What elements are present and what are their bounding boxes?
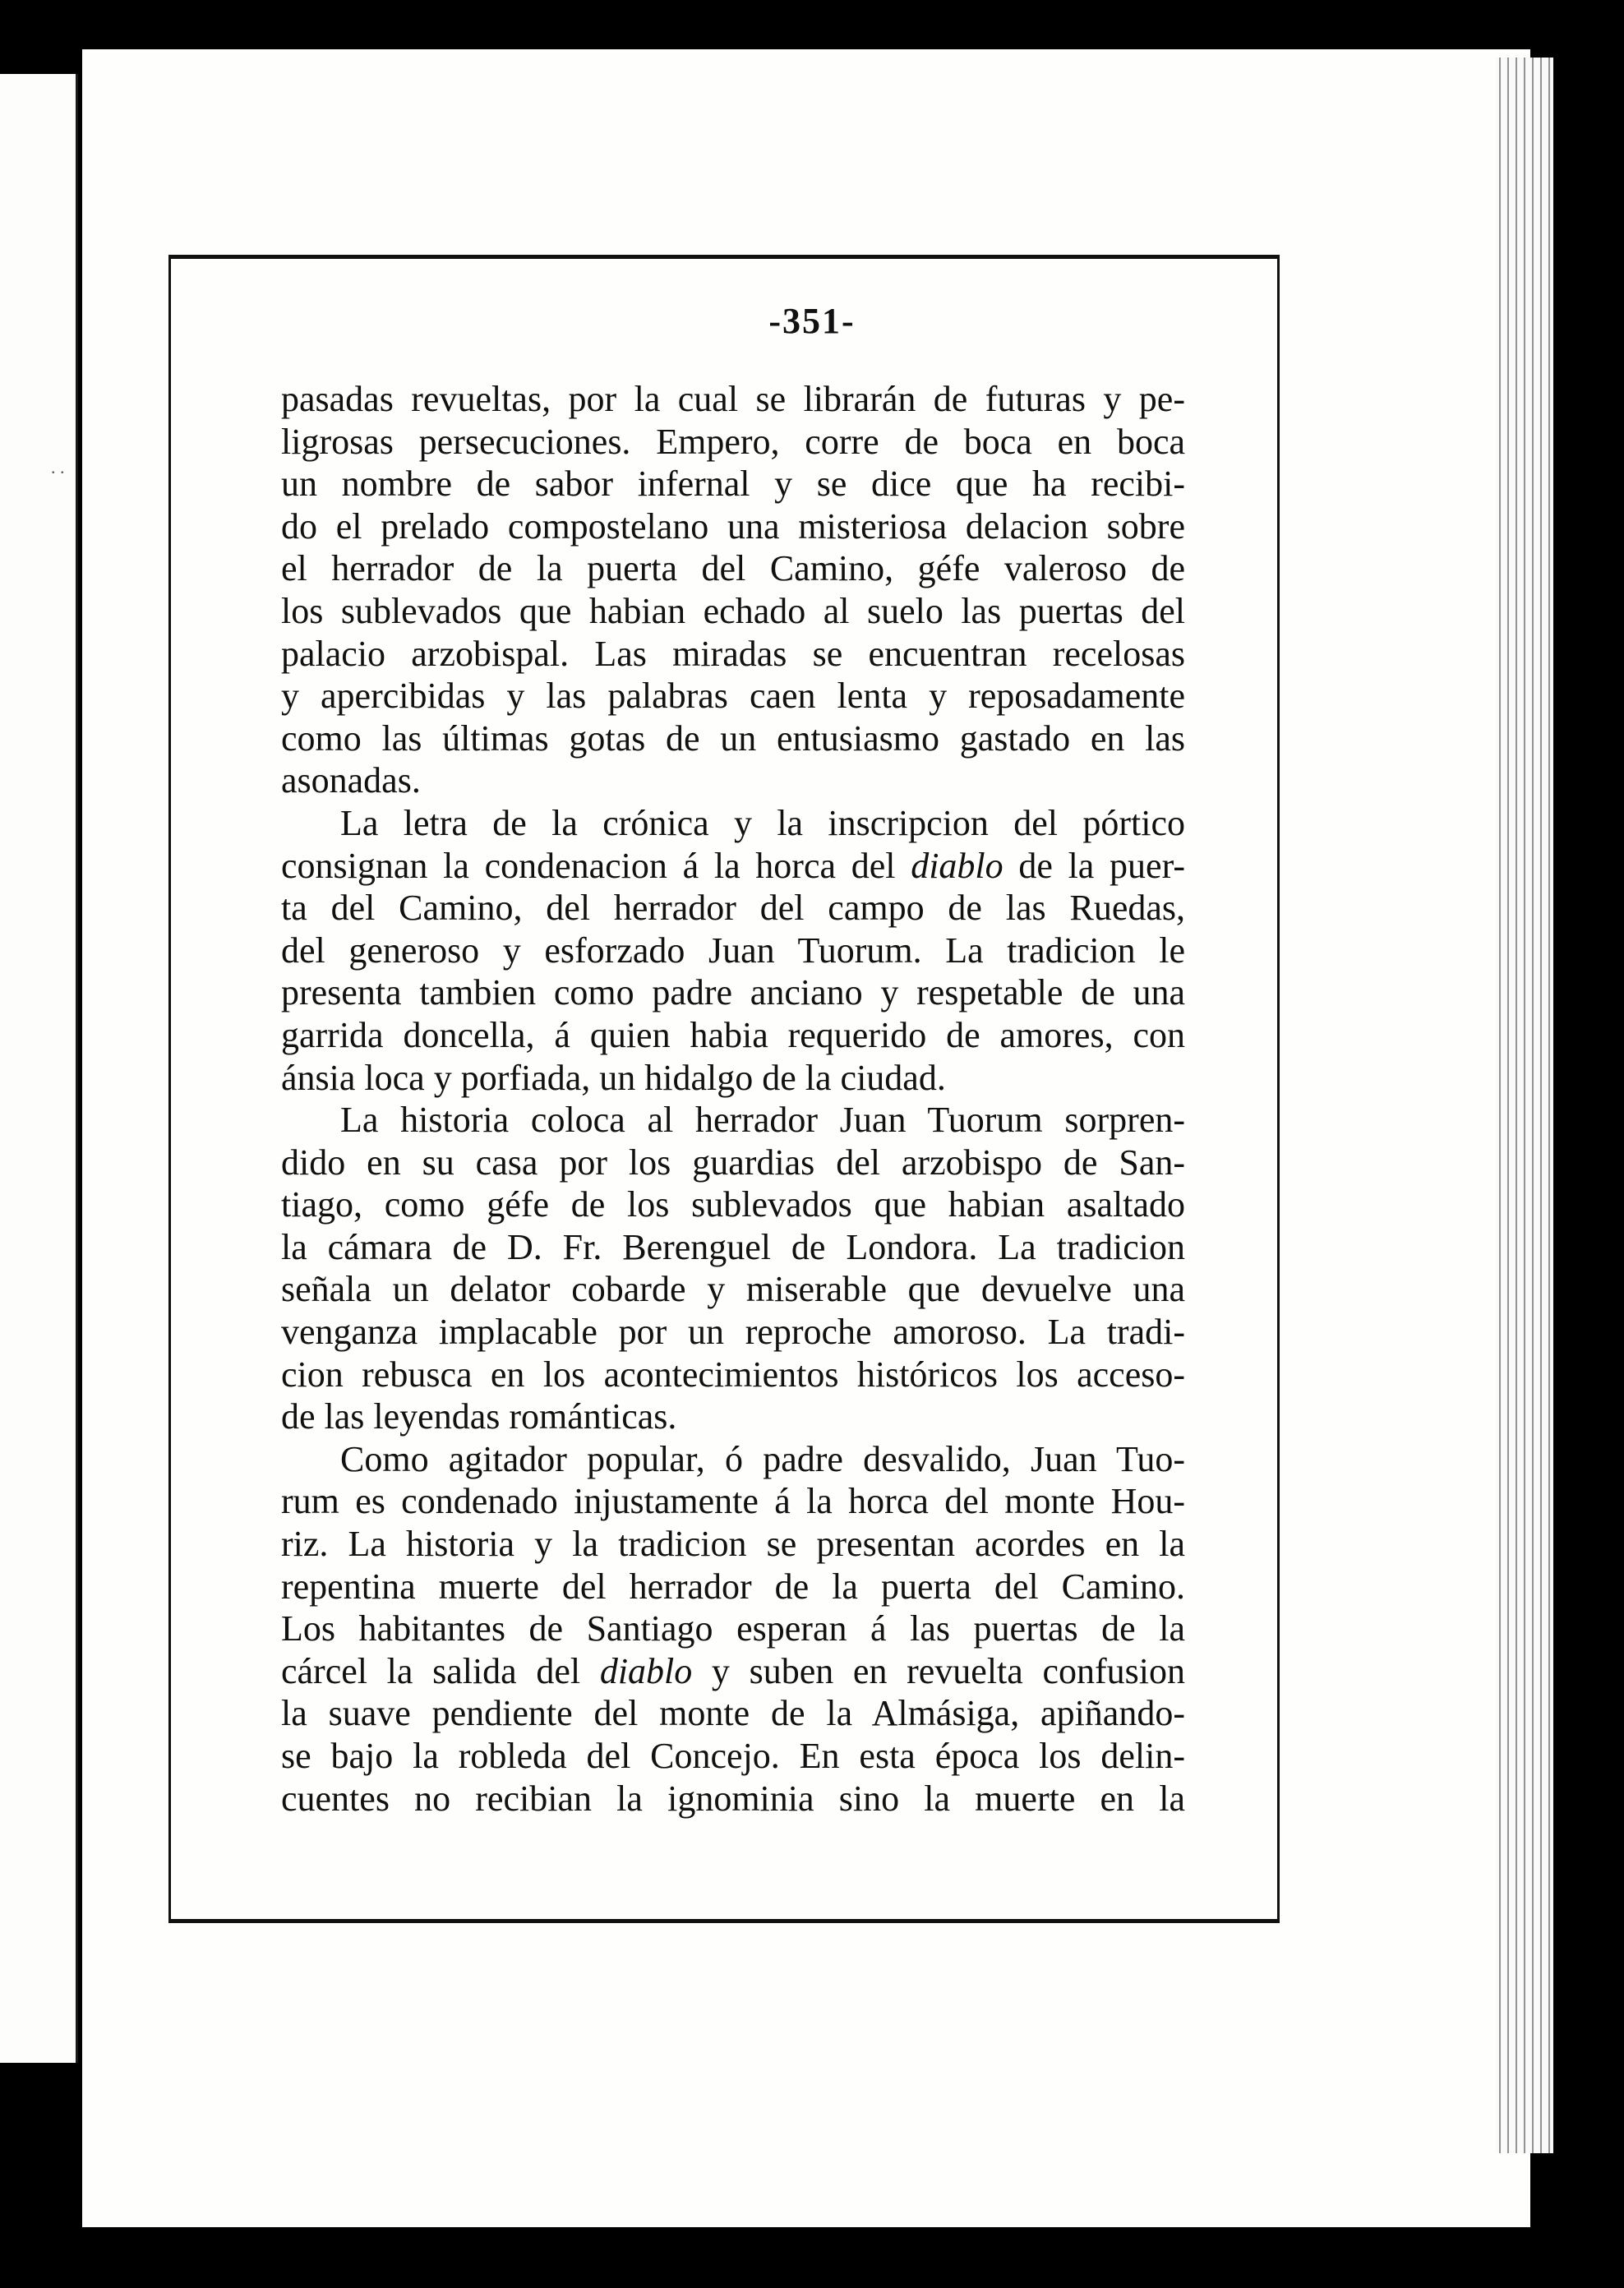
text-line: de las leyendas románticas. bbox=[281, 1396, 677, 1437]
text-line: pasadas revueltas, por la cual se librarán de futuras y pe- bbox=[281, 379, 1185, 419]
text-line: repentina muerte del herrador de la puerta del Camino. bbox=[281, 1566, 1185, 1607]
text-line: asonadas. bbox=[281, 760, 421, 801]
text-line: la suave pendiente del monte de la Almásiga, apiñando- bbox=[281, 1693, 1185, 1734]
text-line: señala un delator cobarde y miserable que devuelve una bbox=[281, 1269, 1185, 1310]
text-line: dido en su casa por los guardias del arzobispo de San- bbox=[281, 1142, 1185, 1183]
margin-specks: . . bbox=[51, 457, 65, 477]
text-line: presenta tambien como padre anciano y respetable de una bbox=[281, 972, 1185, 1013]
text-line: La historia coloca al herrador Juan Tuorum sorpren- bbox=[340, 1100, 1185, 1141]
text-line: se bajo la robleda del Concejo. En esta época los delin- bbox=[281, 1736, 1185, 1776]
text-line: palacio arzobispal. Las miradas se encuentran recelosas bbox=[281, 633, 1185, 674]
text-line: garrida doncella, á quien habia requerido de amores, con bbox=[281, 1014, 1185, 1055]
text-line: cárcel la salida del diablo y suben en revuelta confusion bbox=[281, 1650, 1185, 1691]
body-text bbox=[281, 378, 1185, 1820]
text-line: del generoso y esforzado Juan Tuorum. La tradicion le bbox=[281, 930, 1185, 971]
text-line: Como agitador popular, ó padre desvalido, Juan Tuo- bbox=[340, 1438, 1185, 1479]
page-number: -351- bbox=[768, 301, 856, 341]
text-line: el herrador de la puerta del Camino, géfe valeroso de bbox=[281, 548, 1185, 589]
text-line: ánsia loca y porfiada, un hidalgo de la ciudad. bbox=[281, 1057, 946, 1098]
text-line: venganza implacable por un reproche amoroso. La tradi- bbox=[281, 1312, 1185, 1353]
text-line: ta del Camino, del herrador del campo de las Ruedas, bbox=[281, 888, 1185, 929]
text-line: riz. La historia y la tradicion se presentan acordes en la bbox=[281, 1524, 1185, 1565]
previous-page-edge bbox=[0, 74, 78, 2063]
text-line: consignan la condenacion á la horca del diablo de la puer- bbox=[281, 845, 1185, 886]
text-line: y apercibidas y las palabras caen lenta y reposadamente bbox=[281, 676, 1185, 717]
text-line: tiago, como géfe de los sublevados que habian asaltado bbox=[281, 1184, 1185, 1225]
text-line: los sublevados que habian echado al suelo las puertas del bbox=[281, 590, 1185, 631]
text-line: do el prelado compostelano una misteriosa delacion sobre bbox=[281, 505, 1185, 547]
text-line: como las últimas gotas de un entusiasmo gastado en las bbox=[281, 717, 1185, 759]
text-line: rum es condenado injustamente á la horca del monte Hou- bbox=[281, 1481, 1185, 1522]
stacked-page-edges bbox=[1496, 58, 1553, 2153]
text-line: la cámara de D. Fr. Berenguel de Londora. La tradicion bbox=[281, 1226, 1185, 1267]
text-line: cuentes no recibian la ignominia sino la muerte en la bbox=[281, 1778, 1185, 1819]
text-line: La letra de la crónica y la inscripcion del pórtico bbox=[340, 802, 1185, 843]
text-line: cion rebusca en los acontecimientos históricos los acceso- bbox=[281, 1354, 1185, 1395]
text-line: un nombre de sabor infernal y se dice que ha recibi- bbox=[281, 464, 1185, 505]
text-line: ligrosas persecuciones. Empero, corre de boca en boca bbox=[281, 421, 1185, 462]
text-line: Los habitantes de Santiago esperan á las puertas de la bbox=[281, 1608, 1185, 1649]
